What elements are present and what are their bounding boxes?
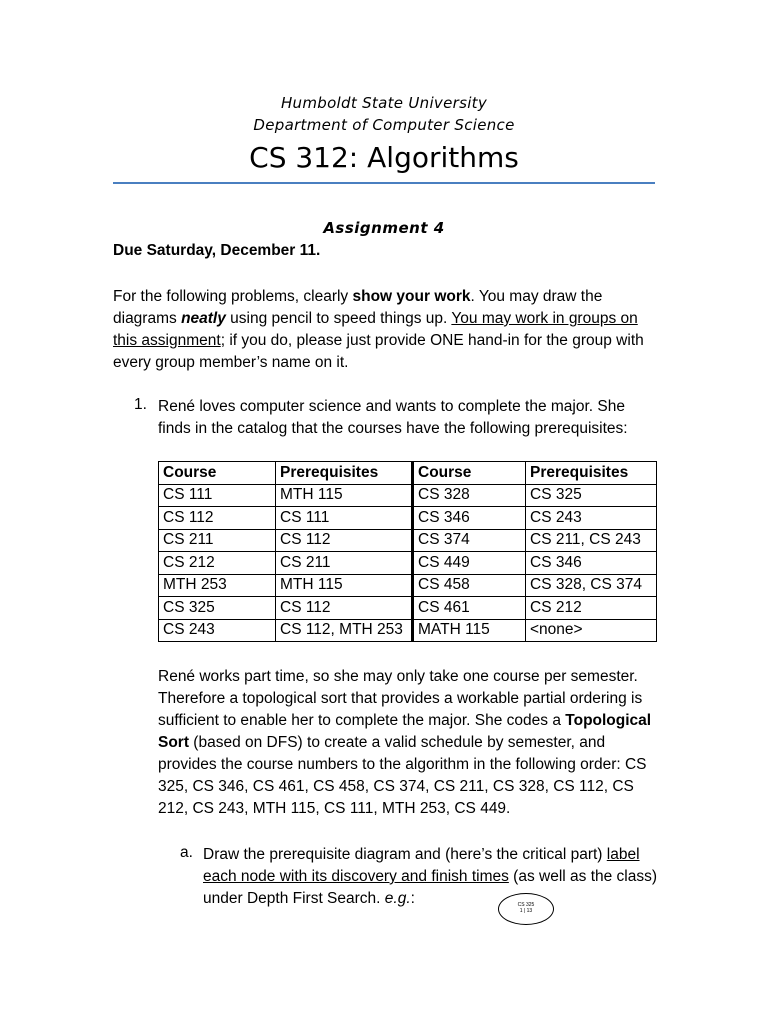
- table-cell: CS 212: [526, 597, 657, 620]
- intro-text-2: . You may draw the diagrams: [113, 288, 603, 327]
- assignment-title: Assignment 4: [323, 219, 445, 237]
- table-header-row: [159, 462, 657, 485]
- department-name: Department of Computer Science: [253, 116, 515, 134]
- table-header-cell: Prerequisites: [526, 462, 657, 485]
- body-bold: Topological Sort: [158, 712, 652, 751]
- table-row: [159, 574, 657, 597]
- table-cell: CS 243: [526, 507, 657, 530]
- table-header-cell: Prerequisites: [276, 462, 413, 485]
- table-cell: MTH 115: [276, 484, 413, 507]
- table-cell: CS 112: [276, 529, 413, 552]
- table-header-cell: Course: [159, 462, 276, 485]
- example-node-course: CS 325: [517, 902, 535, 908]
- table-cell: CS 112: [159, 507, 276, 530]
- intro-text-4: ; if you do, please just provide ONE hand-in for the group with every group member’s name on it.: [113, 332, 644, 371]
- table-cell: MTH 253: [159, 574, 276, 597]
- question-1-body: [158, 666, 658, 820]
- table-cell: <none>: [526, 619, 657, 642]
- table-header-cell: Course: [413, 462, 526, 485]
- part-a-colon: :: [410, 890, 415, 907]
- table-cell: CS 211: [276, 552, 413, 575]
- table-row: [159, 529, 657, 552]
- intro-bold-italic: neatly: [181, 310, 226, 327]
- university-name: Humboldt State University: [280, 94, 488, 112]
- part-a-text: [203, 844, 658, 910]
- body-text-2: (based on DFS) to create a valid schedule by semester, and provides the course numbers to the algorithm in the following order: CS 325, CS 346, CS 461, CS 458, CS 374, CS 211, CS 328, CS 112, CS 212, CS 243, MTH 115, CS 111, MTH 253, CS 449.: [158, 734, 647, 817]
- table-cell: CS 325: [526, 484, 657, 507]
- course-title: CS 312: Algorithms: [249, 141, 519, 174]
- part-a-underlined: label each node with its discovery and finish times: [203, 846, 640, 885]
- intro-text-1: For the following problems, clearly: [113, 288, 353, 305]
- table-cell: CS 328: [413, 484, 526, 507]
- table-cell: CS 243: [159, 619, 276, 642]
- body-text-1: René works part time, so she may only take one course per semester. Therefore a topological sort that provides a workable partial ordering is sufficient to enable her to complete the major. She codes a: [158, 668, 643, 729]
- due-date: Due Saturday, December 11.: [113, 242, 321, 259]
- table-cell: CS 328, CS 374: [526, 574, 657, 597]
- example-node-times: 1 | 13: [519, 908, 533, 914]
- intro-paragraph: [113, 286, 658, 374]
- table-cell: CS 325: [159, 597, 276, 620]
- intro-underlined: You may work in groups on this assignment: [113, 310, 638, 349]
- table-cell: CS 449: [413, 552, 526, 575]
- table-cell: CS 111: [159, 484, 276, 507]
- part-a-letter: a.: [180, 844, 193, 861]
- example-dfs-node: [498, 893, 554, 925]
- table-cell: CS 461: [413, 597, 526, 620]
- table-row: [159, 619, 657, 642]
- table-row: [159, 507, 657, 530]
- table-cell: MTH 115: [276, 574, 413, 597]
- table-row: [159, 552, 657, 575]
- question-1-text: René loves computer science and wants to complete the major. She finds in the catalog that the courses have the following prerequisites:: [158, 398, 628, 437]
- table-cell: CS 374: [413, 529, 526, 552]
- part-a-text-2: (as well as the class) under Depth First Search.: [203, 868, 658, 907]
- intro-text-3: using pencil to speed things up.: [225, 310, 452, 327]
- table-cell: CS 458: [413, 574, 526, 597]
- table-cell: CS 346: [413, 507, 526, 530]
- part-a-text-1: Draw the prerequisite diagram and (here’s the critical part): [203, 846, 607, 863]
- question-1-number: 1.: [134, 396, 147, 413]
- table-cell: CS 346: [526, 552, 657, 575]
- table-cell: MATH 115: [413, 619, 526, 642]
- table-cell: CS 112, MTH 253: [276, 619, 413, 642]
- table-cell: CS 211, CS 243: [526, 529, 657, 552]
- prerequisite-table: [158, 461, 657, 642]
- table-cell: CS 112: [276, 597, 413, 620]
- title-divider: [113, 182, 655, 184]
- table-row: [159, 597, 657, 620]
- table-cell: CS 212: [159, 552, 276, 575]
- table-cell: CS 111: [276, 507, 413, 530]
- intro-bold-1: show your work: [352, 288, 471, 305]
- table-row: [159, 484, 657, 507]
- table-cell: CS 211: [159, 529, 276, 552]
- part-a-eg: e.g.: [384, 890, 411, 907]
